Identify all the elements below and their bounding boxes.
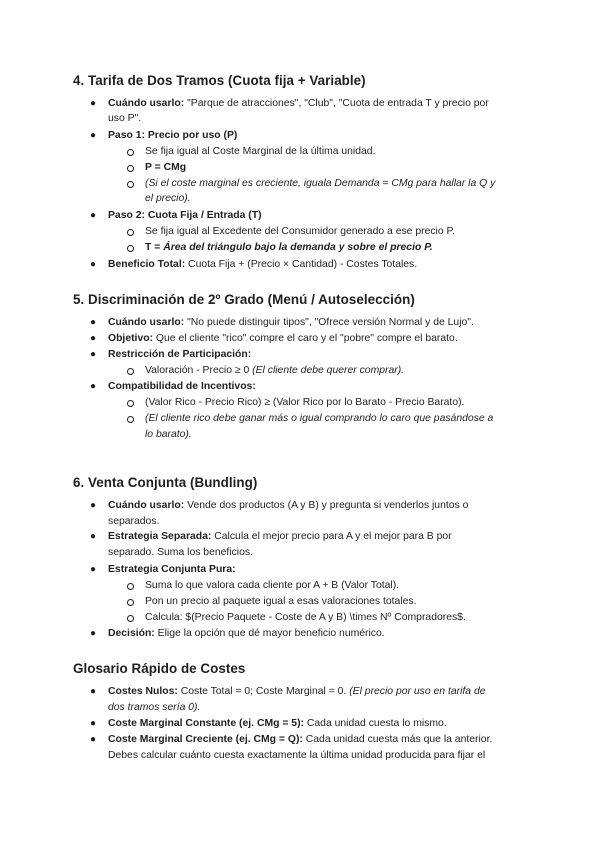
bullet-icon: ● [90,686,97,697]
s6-bullet-separada: Estrategia Separada: Calcula el mejor precio para A y el mejor para B por [108,531,452,542]
glosario-bullet-nulos-cont: dos tramos sería 0). [108,702,201,713]
bullet-icon: ● [90,531,97,542]
s4-paso2-sub2: T = Área del triángulo bajo la demanda y sobre el precio P. [145,242,433,253]
s4-paso1-sub1: Se fija igual al Coste Marginal de la última unidad. [145,146,376,157]
bullet-icon: ● [90,130,97,141]
s4-bullet-cuando-cont: uso P". [108,113,142,124]
glosario-bullet-nulos: Costes Nulos: Coste Total = 0; Coste Marginal = 0. (El precio por uso en tarifa de [108,686,486,697]
bullet-icon: ● [90,259,97,270]
s5-incentivos-sub2: (El cliente rico debe ganar más o igual comprando lo caro que pasándose a [145,413,494,424]
glosario-bullet-constante: Coste Marginal Constante (ej. CMg = 5): Cada unidad cuesta lo mismo. [108,718,447,729]
s4-bullet-cuando: Cuándo usarlo: "Parque de atracciones", "Club", "Cuota de entrada T y precio por [108,98,489,109]
bullet-icon: ● [90,628,97,639]
bullet-icon: ● [90,718,97,729]
sub-bullet-icon [127,416,134,423]
sub-bullet-icon [127,368,134,375]
bullet-icon: ● [90,98,97,109]
s5-incentivos-sub2-cont: lo barato). [145,429,192,440]
bullet-icon: ● [90,564,97,575]
sub-bullet-icon [127,615,134,622]
s4-bullet-paso2: Paso 2: Cuota Fija / Entrada (T) [108,210,262,221]
s4-paso1-sub2: P = CMg [145,162,187,173]
sub-bullet-icon [127,229,134,236]
bullet-icon: ● [90,349,97,360]
section-4-heading: 4. Tarifa de Dos Tramos (Cuota fija + Variable) [73,73,366,88]
s6-conjunta-sub2: Pon un precio al paquete igual a esas valoraciones totales. [145,596,417,607]
sub-bullet-icon [127,599,134,606]
s4-paso2-sub1: Se fija igual al Excedente del Consumidor generado a ese precio P. [145,226,455,237]
sub-bullet-icon [127,149,134,156]
s5-bullet-objetivo: Objetivo: Que el cliente "rico" compre el caro y el "pobre" compre el barato. [108,333,458,344]
s5-bullet-cuando: Cuándo usarlo: "No puede distinguir tipos", "Ofrece versión Normal y de Lujo". [108,317,474,328]
s6-bullet-separada-cont: separado. Suma los beneficios. [108,547,253,558]
bullet-icon: ● [90,500,97,511]
sub-bullet-icon [127,400,134,407]
s4-bullet-beneficio: Beneficio Total: Cuota Fija + (Precio × Cantidad) - Costes Totales. [108,259,418,270]
section-5-heading: 5. Discriminación de 2º Grado (Menú / Autoselección) [73,292,415,307]
s5-participacion-sub1: Valoración - Precio ≥ 0 (El cliente debe querer comprar). [145,365,405,376]
s5-bullet-participacion: Restricción de Participación: [108,349,252,360]
bullet-icon: ● [90,210,97,221]
bullet-icon: ● [90,317,97,328]
section-6-heading: 6. Venta Conjunta (Bundling) [73,475,258,490]
s6-conjunta-sub1: Suma lo que valora cada cliente por A + B (Valor Total). [145,580,400,591]
glosario-heading: Glosario Rápido de Costes [73,661,246,676]
s5-bullet-incentivos: Compatibilidad de Incentivos: [108,381,256,392]
sub-bullet-icon [127,181,134,188]
s6-bullet-decision: Decisión: Elige la opción que dé mayor beneficio numérico. [108,628,385,639]
bullet-icon: ● [90,734,97,745]
sub-bullet-icon [127,583,134,590]
s6-bullet-conjunta: Estrategia Conjunta Pura: [108,564,236,575]
s4-paso1-sub3-cont: el precio). [145,193,191,204]
glosario-bullet-creciente: Coste Marginal Creciente (ej. CMg = Q): Cada unidad cuesta más que la anterior. [108,734,493,745]
s6-bullet-cuando: Cuándo usarlo: Vende dos productos (A y B) y pregunta si venderlos juntos o [108,500,469,511]
bullet-icon: ● [90,381,97,392]
s4-paso1-sub3: (Si el coste marginal es creciente, iguala Demanda = CMg para hallar la Q y [145,178,496,189]
sub-bullet-icon [127,245,134,252]
s4-bullet-paso1: Paso 1: Precio por uso (P) [108,130,238,141]
sub-bullet-icon [127,165,134,172]
s6-conjunta-sub3: Calcula: $(Precio Paquete - Coste de A y B) \times Nº Compradores$. [145,612,466,623]
s5-incentivos-sub1: (Valor Rico - Precio Rico) ≥ (Valor Rico por lo Barato - Precio Barato). [145,397,465,408]
glosario-bullet-creciente-cont: Debes calcular cuánto cuesta exactamente la última unidad producida para fijar el [108,750,486,761]
bullet-icon: ● [90,333,97,344]
s6-bullet-cuando-cont: separados. [108,516,160,527]
